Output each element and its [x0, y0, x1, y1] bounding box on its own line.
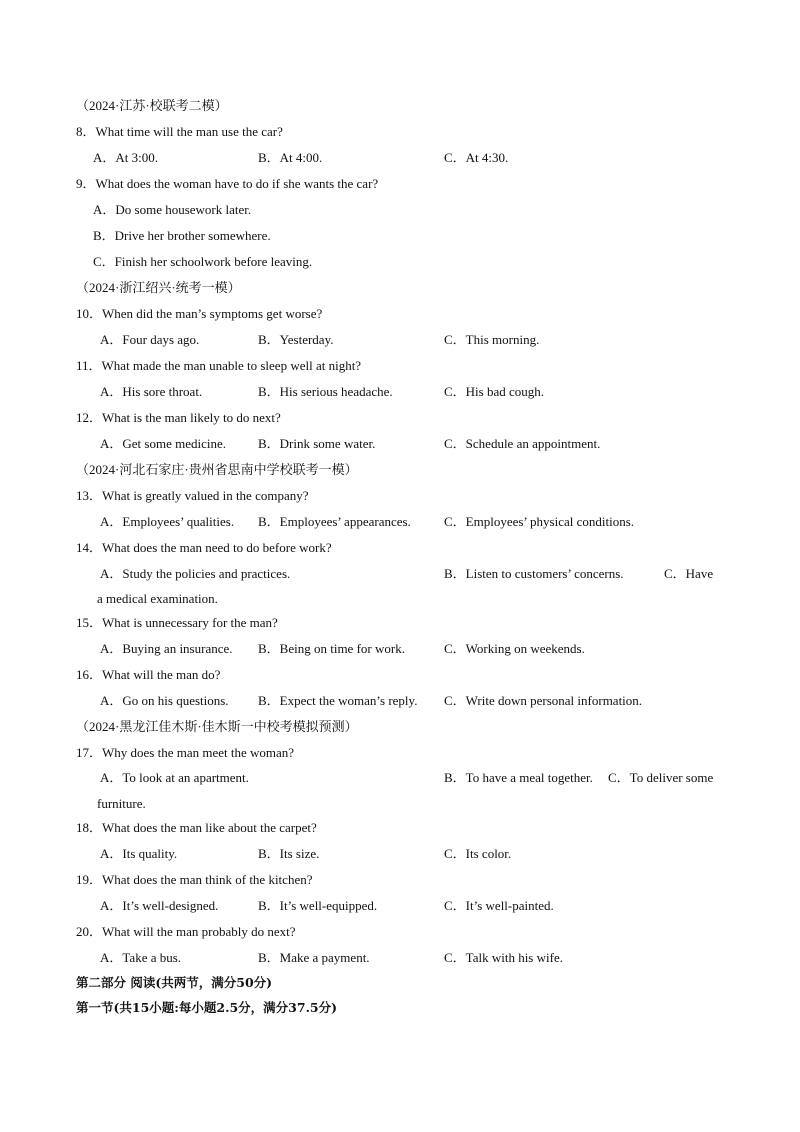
- option-b: B．Yesterday.: [258, 332, 334, 347]
- option-b: B．Drive her brother somewhere.: [93, 228, 271, 243]
- source-line: （2024·江苏·校联考二模）: [76, 98, 228, 113]
- section-heading: 第一节(共15小题:每小题2.5分，满分37.5分): [76, 1000, 338, 1015]
- source-line: （2024·黑龙江佳木斯·佳木斯一中校考模拟预测）: [76, 719, 358, 734]
- option-a: A．It’s well-designed.: [100, 898, 219, 913]
- question-stem: 13．What is greatly valued in the company?: [76, 488, 309, 503]
- option-c: C．Have: [664, 566, 714, 581]
- option-a: A．Study the policies and practices.: [100, 566, 291, 581]
- option-b: B．Its size.: [258, 846, 320, 861]
- option-a: A．Employees’ qualities.: [100, 514, 235, 529]
- option-b: B．His serious headache.: [258, 384, 393, 399]
- question-stem: 16．What will the man do?: [76, 667, 221, 682]
- option-c: C．Its color.: [444, 846, 512, 861]
- option-b: B．Drink some water.: [258, 436, 376, 451]
- option-b: B．Being on time for work.: [258, 641, 405, 656]
- option-a: A．At 3:00.: [93, 150, 159, 165]
- option-a: A．Get some medicine.: [100, 436, 226, 451]
- option-a: A．Buying an insurance.: [100, 641, 233, 656]
- option-c: C．Write down personal information.: [444, 693, 643, 708]
- question-stem: 10．When did the man’s symptoms get worse?: [76, 306, 323, 321]
- option-b: B．Listen to customers’ concerns.: [444, 566, 624, 581]
- question-stem: 11．What made the man unable to sleep well at night?: [76, 358, 362, 373]
- option-c: C．It’s well-painted.: [444, 898, 554, 913]
- option-a: A．Its quality.: [100, 846, 178, 861]
- question-stem: 9．What does the woman have to do if she wants the car?: [76, 176, 379, 191]
- source-line: （2024·浙江绍兴·统考一模）: [76, 280, 241, 295]
- option-c: C．Finish her schoolwork before leaving.: [93, 254, 313, 269]
- option-c: C．Schedule an appointment.: [444, 436, 601, 451]
- option-b: B．To have a meal together.: [444, 770, 593, 785]
- part-heading: 第二部分 阅读(共两节，满分50分): [76, 975, 273, 990]
- option-b: B．It’s well-equipped.: [258, 898, 378, 913]
- question-stem: 12．What is the man likely to do next?: [76, 410, 281, 425]
- option-b: B．Employees’ appearances.: [258, 514, 411, 529]
- option-a: A．Go on his questions.: [100, 693, 229, 708]
- option-a: A．His sore throat.: [100, 384, 203, 399]
- question-stem: 17．Why does the man meet the woman?: [76, 745, 295, 760]
- option-c: C．Employees’ physical conditions.: [444, 514, 635, 529]
- option-b: B．Make a payment.: [258, 950, 370, 965]
- option-c: C．This morning.: [444, 332, 540, 347]
- question-stem: 18．What does the man like about the carpet?: [76, 820, 317, 835]
- option-a: A．Do some housework later.: [93, 202, 252, 217]
- option-c: C．Working on weekends.: [444, 641, 585, 656]
- question-stem: 14．What does the man need to do before work?: [76, 540, 332, 555]
- option-c: C．To deliver some: [608, 770, 714, 785]
- option-c: C．At 4:30.: [444, 150, 509, 165]
- option-c: C．His bad cough.: [444, 384, 545, 399]
- option-a: A．Four days ago.: [100, 332, 200, 347]
- option-a: A．To look at an apartment.: [100, 770, 249, 785]
- option-c-continued: furniture.: [97, 796, 146, 811]
- source-line: （2024·河北石家庄·贵州省思南中学校联考一模）: [76, 462, 358, 477]
- question-stem: 20．What will the man probably do next?: [76, 924, 296, 939]
- option-b: B．At 4:00.: [258, 150, 323, 165]
- option-a: A．Take a bus.: [100, 950, 182, 965]
- question-stem: 8．What time will the man use the car?: [76, 124, 283, 139]
- option-b: B．Expect the woman’s reply.: [258, 693, 418, 708]
- question-stem: 15．What is unnecessary for the man?: [76, 615, 278, 630]
- option-c: C．Talk with his wife.: [444, 950, 563, 965]
- option-c-continued: a medical examination.: [97, 591, 218, 606]
- question-stem: 19．What does the man think of the kitchen?: [76, 872, 313, 887]
